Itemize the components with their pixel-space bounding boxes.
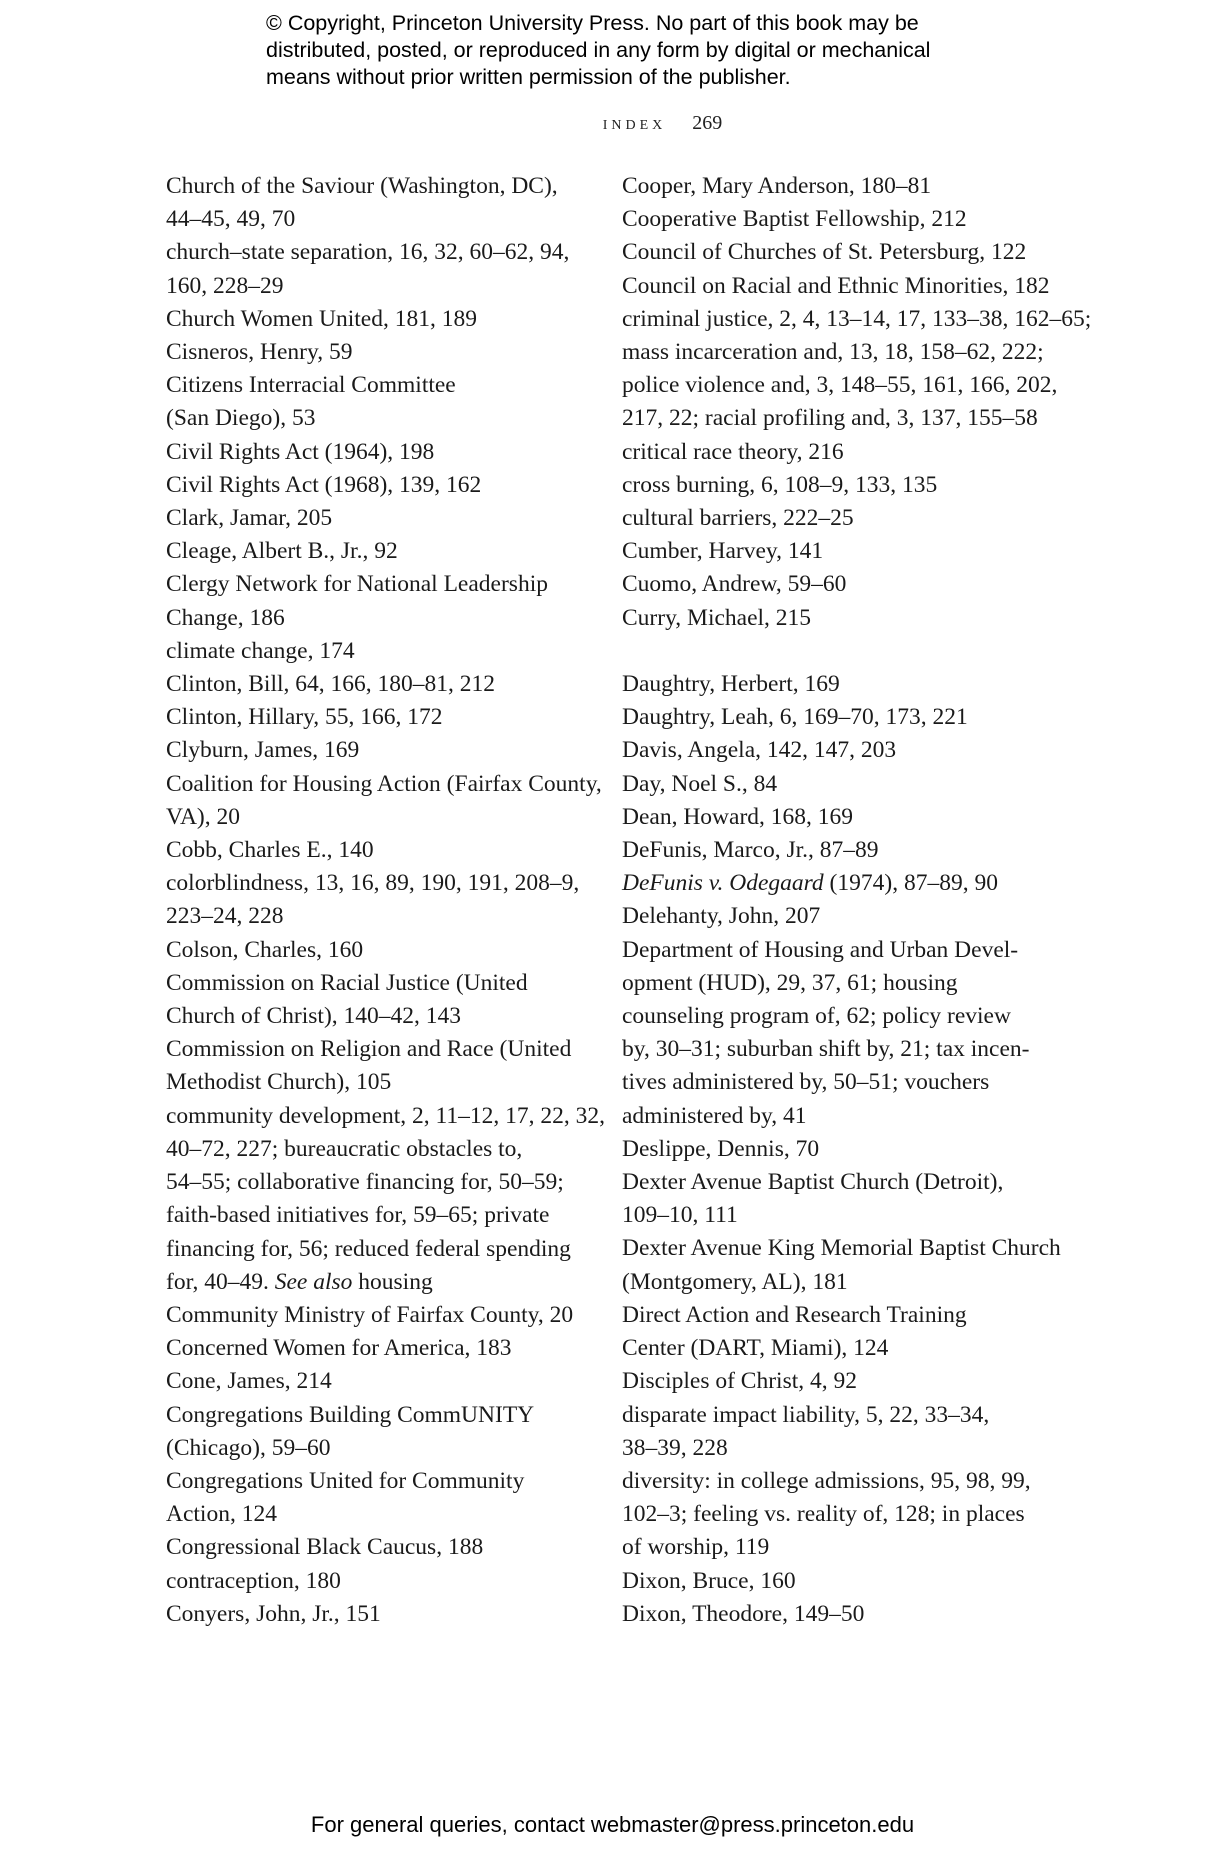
index-entry-line: Daughtry, Herbert, 169 — [622, 671, 840, 698]
index-entry — [166, 535, 588, 568]
index-entry-line: Church of Christ), 140–42, 143 — [166, 1003, 462, 1030]
index-entry-line: Cuomo, Andrew, 59–60 — [622, 571, 847, 598]
index-entry — [166, 1100, 606, 1299]
index-entry-line: 54–55; collaborative financing for, 50–59; — [166, 1169, 564, 1196]
index-entry — [622, 535, 1052, 568]
index-entry-line: Clark, Jamar, 205 — [166, 505, 333, 532]
index-entry — [166, 967, 588, 1033]
page-number: 269 — [692, 112, 723, 134]
index-entry-line: Conyers, John, Jr., 151 — [166, 1600, 381, 1627]
index-entry-line: 160, 228–29 — [166, 272, 284, 299]
index-entry — [166, 436, 588, 469]
index-entry — [622, 270, 1052, 303]
index-entry-line: Davis, Angela, 142, 147, 203 — [622, 737, 897, 764]
footer-contact: For general queries, contact webmaster@press.princeton.edu — [310, 1812, 915, 1837]
copyright-line: © Copyright, Princeton University Press. No part of this book may be — [266, 11, 919, 35]
index-entry — [166, 701, 588, 734]
index-entry-line: Concerned Women for America, 183 — [166, 1335, 512, 1362]
index-entry-line: administered by, 41 — [622, 1102, 807, 1129]
letter-section-gap — [622, 635, 1052, 668]
index-entry-line: Deslippe, Dennis, 70 — [622, 1135, 820, 1162]
index-entry-line: Dexter Avenue King Memorial Baptist Church — [622, 1235, 1061, 1262]
index-entry — [166, 336, 588, 369]
index-entry — [622, 1166, 1052, 1232]
index-entry-line: Clinton, Hillary, 55, 166, 172 — [166, 704, 443, 731]
index-entry — [166, 1365, 588, 1398]
index-entry-line: criminal justice, 2, 4, 13–14, 17, 133–38, 162–65; — [622, 305, 1092, 332]
index-entry — [166, 1399, 588, 1465]
see-also-reference: See also — [274, 1268, 353, 1295]
index-entry-line: financing for, 56; reduced federal spending — [166, 1235, 571, 1262]
index-entry-line: by, 30–31; suburban shift by, 21; tax incen- — [622, 1036, 1030, 1063]
index-entry — [622, 1232, 1061, 1298]
index-entry-line: Cooper, Mary Anderson, 180–81 — [622, 173, 932, 199]
index-entry — [622, 236, 1052, 269]
running-head — [0, 112, 1225, 135]
index-entry-line: 102–3; feeling vs. reality of, 128; in places — [622, 1501, 1025, 1528]
copyright-line: means without prior written permission of the publisher. — [266, 65, 791, 89]
index-entry — [166, 1565, 588, 1598]
index-entry-line: Cisneros, Henry, 59 — [166, 339, 353, 366]
index-entry-line: (Chicago), 59–60 — [166, 1434, 331, 1461]
index-entry-line: Church of the Saviour (Washington, DC), — [166, 173, 558, 199]
index-entry — [166, 369, 588, 435]
index-entry-line: critical race theory, 216 — [622, 438, 844, 465]
index-entry-line: Congregations Building CommUNITY — [166, 1401, 535, 1428]
running-head-label: index — [602, 112, 667, 134]
index-entry-line: Day, Noel S., 84 — [622, 770, 778, 797]
index-entry-line: cultural barriers, 222–25 — [622, 505, 854, 532]
index-entry-line: DeFunis, Marco, Jr., 87–89 — [622, 837, 879, 864]
copyright-line: distributed, posted, or reproduced in any form by digital or mechanical — [266, 38, 931, 62]
index-entry — [622, 1465, 1052, 1565]
index-entry-line: 109–10, 111 — [622, 1202, 738, 1229]
index-entry-line: 217, 22; racial profiling and, 3, 137, 155–58 — [622, 405, 1038, 432]
index-entry-line: Congregations United for Community — [166, 1467, 525, 1494]
index-entry — [166, 170, 588, 236]
index-entry — [622, 203, 1052, 236]
index-entry-line: 44–45, 49, 70 — [166, 206, 296, 233]
index-entry-line: Cooperative Baptist Fellowship, 212 — [622, 206, 967, 233]
index-entry-line: Direct Action and Research Training — [622, 1301, 967, 1328]
index-entry — [622, 1299, 1052, 1365]
index-entry-line: VA), 20 — [166, 803, 240, 830]
index-entry-line: Community Ministry of Fairfax County, 20 — [166, 1301, 574, 1328]
index-entry-line: for, 40–49. See also housing — [166, 1268, 433, 1295]
index-entry-line: counseling program of, 62; policy review — [622, 1003, 1011, 1030]
index-entry-line: opment (HUD), 29, 37, 61; housing — [622, 969, 958, 996]
index-entry-line: (Montgomery, AL), 181 — [622, 1268, 848, 1295]
index-entry — [166, 834, 588, 867]
index-entry-line: Dexter Avenue Baptist Church (Detroit), — [622, 1169, 1004, 1196]
index-entry-line: Dixon, Bruce, 160 — [622, 1567, 796, 1594]
index-entry-line: Civil Rights Act (1964), 198 — [166, 438, 435, 465]
index-entry-line: of worship, 119 — [622, 1534, 770, 1561]
index-entry — [622, 1133, 1052, 1166]
index-entry — [166, 635, 588, 668]
index-entry-line: Change, 186 — [166, 604, 285, 631]
index-entry-line: Dean, Howard, 168, 169 — [622, 803, 854, 830]
index-entry-line: Disciples of Christ, 4, 92 — [622, 1368, 857, 1395]
index-entry — [622, 900, 1052, 933]
index-entry — [622, 768, 1052, 801]
index-entry — [166, 236, 588, 302]
index-entry — [166, 303, 588, 336]
index-entry-line: disparate impact liability, 5, 22, 33–34, — [622, 1401, 990, 1428]
index-entry-line: mass incarceration and, 13, 18, 158–62, 222; — [622, 339, 1044, 366]
index-entry-line: Methodist Church), 105 — [166, 1069, 392, 1096]
index-entry-line: 40–72, 227; bureaucratic obstacles to, — [166, 1135, 523, 1162]
index-entry — [622, 568, 1052, 601]
index-entry — [166, 1299, 588, 1332]
index-entry-line: (San Diego), 53 — [166, 405, 316, 432]
index-entry-line: Council on Racial and Ethnic Minorities, 182 — [622, 272, 1050, 299]
index-entry-line: climate change, 174 — [166, 637, 355, 664]
index-entry-line: contraception, 180 — [166, 1567, 341, 1594]
index-entry — [622, 867, 1052, 900]
index-entry-line: Action, 124 — [166, 1501, 277, 1528]
index-entry-line: Clyburn, James, 169 — [166, 737, 360, 764]
index-entry — [166, 1531, 588, 1564]
index-entry-line: Cleage, Albert B., Jr., 92 — [166, 538, 398, 565]
index-entry — [622, 1365, 1052, 1398]
index-entry-line: community development, 2, 11–12, 17, 22, 32, — [166, 1102, 606, 1129]
index-entry-line: Congressional Black Caucus, 188 — [166, 1534, 484, 1561]
index-entry-line: police violence and, 3, 148–55, 161, 166, 202, — [622, 372, 1058, 399]
index-entry-line: Commission on Racial Justice (United — [166, 969, 528, 996]
index-entry-line: Coalition for Housing Action (Fairfax County, — [166, 770, 602, 797]
index-entry-line: Delehanty, John, 207 — [622, 903, 821, 930]
index-entry — [622, 801, 1052, 834]
index-entry — [166, 1033, 588, 1099]
index-entry-line: Council of Churches of St. Petersburg, 122 — [622, 239, 1027, 266]
index-entry-line: Commission on Religion and Race (United — [166, 1036, 572, 1063]
index-entry-line: church–state separation, 16, 32, 60–62, 94, — [166, 239, 570, 266]
index-entry — [622, 1598, 1052, 1631]
index-entry-line: Cobb, Charles E., 140 — [166, 837, 374, 864]
index-entry — [166, 934, 588, 967]
copyright-notice — [266, 10, 1026, 91]
index-entry — [622, 734, 1052, 767]
index-entry-line: colorblindness, 13, 16, 89, 190, 191, 208–9, — [166, 870, 580, 897]
index-column-right — [622, 170, 1092, 1631]
index-entry-line: faith-based initiatives for, 59–65; private — [166, 1202, 550, 1229]
index-entry-line: Clergy Network for National Leadership — [166, 571, 548, 598]
index-entry-line: Dixon, Theodore, 149–50 — [622, 1600, 865, 1627]
index-entry — [166, 668, 588, 701]
index-entry — [166, 568, 588, 634]
index-entry — [622, 170, 1052, 203]
index-entry — [166, 502, 588, 535]
index-entry-line: Citizens Interracial Committee — [166, 372, 456, 399]
index-entry — [166, 469, 588, 502]
index-entry-line: Curry, Michael, 215 — [622, 604, 812, 631]
index-column-left — [166, 170, 606, 1631]
index-entry — [166, 1465, 588, 1531]
index-entry-line: Church Women United, 181, 189 — [166, 305, 477, 332]
index-entry-line: Cone, James, 214 — [166, 1368, 332, 1395]
index-entry-line: Department of Housing and Urban Devel- — [622, 936, 1019, 963]
index-entry — [622, 668, 1052, 701]
index-entry — [166, 1332, 588, 1365]
index-entry — [622, 303, 1092, 436]
index-entry — [166, 1598, 588, 1631]
index-entry — [622, 1399, 1052, 1465]
index-entry — [622, 602, 1052, 635]
index-entry-line: cross burning, 6, 108–9, 133, 135 — [622, 471, 938, 498]
index-entry-line: Daughtry, Leah, 6, 169–70, 173, 221 — [622, 704, 968, 731]
index-entry — [622, 502, 1052, 535]
index-entry — [166, 768, 602, 834]
index-entry-line: Civil Rights Act (1968), 139, 162 — [166, 471, 482, 498]
index-entry — [622, 701, 1052, 734]
index-entry — [166, 867, 588, 933]
index-entry-line: tives administered by, 50–51; vouchers — [622, 1069, 990, 1096]
index-entry — [622, 1565, 1052, 1598]
index-entry — [622, 834, 1052, 867]
index-entry-line: diversity: in college admissions, 95, 98, 99, — [622, 1467, 1031, 1494]
index-entry — [622, 469, 1052, 502]
index-entry-line: 38–39, 228 — [622, 1434, 728, 1461]
index-entry-line: Colson, Charles, 160 — [166, 936, 364, 963]
index-entry — [622, 934, 1052, 1133]
index-entry — [166, 734, 588, 767]
index-entry-line: Cumber, Harvey, 141 — [622, 538, 824, 565]
index-entry-line: Center (DART, Miami), 124 — [622, 1335, 889, 1362]
index-entry-line: Clinton, Bill, 64, 166, 180–81, 212 — [166, 671, 496, 698]
index-entry-line: DeFunis v. Odegaard (1974), 87–89, 90 — [622, 870, 998, 897]
index-entry — [622, 436, 1052, 469]
index-entry-line: 223–24, 228 — [166, 903, 284, 930]
